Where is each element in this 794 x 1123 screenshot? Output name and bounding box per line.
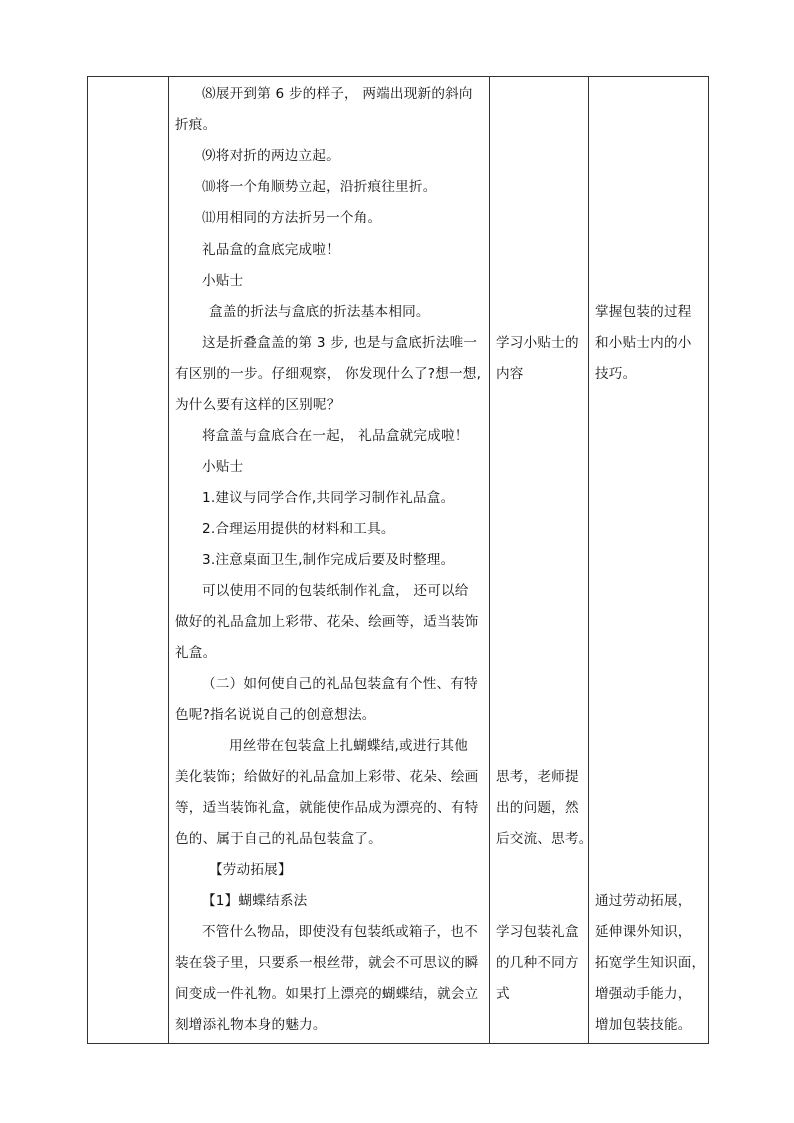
design-intent-cell bbox=[589, 77, 709, 1044]
text-line: 不管什么物品，即使没有包装纸或箱子，也不 bbox=[202, 924, 478, 940]
intent-text-line: 和小贴士内的小 bbox=[595, 335, 692, 351]
teaching-process-cell bbox=[169, 77, 490, 1044]
text-line: 折痕。 bbox=[175, 117, 217, 133]
tip-heading: 小贴士 bbox=[202, 459, 244, 475]
text-line: ⑻展开到第 6 步的样子， 两端出现新的斜向 bbox=[202, 86, 473, 102]
tip-heading: 小贴士 bbox=[202, 273, 244, 289]
student-text-line: 后交流、思考。 bbox=[496, 831, 593, 847]
text-line: 等，适当装饰礼盒，就能使作品成为漂亮的、有特 bbox=[175, 800, 479, 816]
text-line: 用丝带在包装盒上扎蝴蝶结,或进行其他 bbox=[229, 738, 469, 754]
text-line: ⑾用相同的方法折另一个角。 bbox=[202, 210, 382, 226]
student-text-line: 学习包装礼盒 bbox=[496, 924, 579, 940]
section-heading: 【劳动拓展】 bbox=[209, 862, 292, 878]
text-line: 有区别的一步。仔细观察， 你发现什么了?想一想, bbox=[175, 366, 482, 382]
intent-text-line: 技巧。 bbox=[595, 366, 637, 382]
tip-item: 1.建议与同学合作,共同学习制作礼品盒。 bbox=[202, 490, 455, 506]
intent-text-line: 拓宽学生知识面， bbox=[595, 955, 706, 971]
section-heading: （二）如何使自己的礼品包装盒有个性、有特 bbox=[202, 676, 478, 692]
text-line: 盒盖的折法与盒底的折法基本相同。 bbox=[209, 304, 430, 320]
text-line: 可以使用不同的包装纸制作礼盒， 还可以给 bbox=[202, 583, 469, 599]
text-line: 装在袋子里，只要系一根丝带，就会不可思议的瞬 bbox=[175, 955, 479, 971]
text-line: ⑽将一个角顺势立起，沿折痕往里折。 bbox=[202, 179, 437, 195]
intent-text-line: 通过劳动拓展， bbox=[595, 893, 692, 909]
student-text-line: 的几种不同方 bbox=[496, 955, 579, 971]
lesson-table bbox=[87, 76, 709, 1044]
intent-text-line: 增强动手能力， bbox=[595, 986, 692, 1002]
text-line: 色的、属于自己的礼品包装盒了。 bbox=[175, 831, 382, 847]
intent-text-line: 增加包装技能。 bbox=[595, 1017, 692, 1033]
subsection-heading: 【1】蝴蝶结系法 bbox=[202, 893, 308, 909]
text-line: 将盒盖与盒底合在一起， 礼品盒就完成啦！ bbox=[202, 428, 469, 444]
text-line: 间变成一件礼物。如果打上漂亮的蝴蝶结，就会立 bbox=[175, 986, 479, 1002]
intent-text-line: 掌握包装的过程 bbox=[595, 304, 692, 320]
student-text-line: 出的问题，然 bbox=[496, 800, 579, 816]
text-line: 美化装饰；给做好的礼品盒加上彩带、花朵、绘画 bbox=[175, 769, 479, 785]
text-line: 色呢?指名说说自己的创意想法。 bbox=[175, 707, 376, 723]
intent-text-line: 延伸课外知识， bbox=[595, 924, 692, 940]
tip-item: 2.合理运用提供的材料和工具。 bbox=[202, 521, 395, 537]
text-line: ⑼将对折的两边立起。 bbox=[202, 148, 340, 164]
student-text-line: 内容 bbox=[496, 366, 524, 382]
student-text-line: 思考，老师提 bbox=[496, 769, 579, 785]
text-line: 礼盒。 bbox=[175, 645, 217, 661]
text-line: 这是折叠盒盖的第 3 步, 也是与盒底折法唯一 bbox=[202, 335, 478, 351]
student-text-line: 式 bbox=[496, 986, 510, 1002]
text-line: 为什么要有这样的区别呢？ bbox=[175, 397, 341, 413]
text-line: 做好的礼品盒加上彩带、花朵、绘画等，适当装饰 bbox=[175, 614, 479, 630]
tip-item: 3.注意桌面卫生,制作完成后要及时整理。 bbox=[202, 552, 455, 568]
text-line: 刻增添礼物本身的魅力。 bbox=[175, 1017, 327, 1033]
student-activity-cell bbox=[490, 77, 593, 1044]
empty-column-cell bbox=[88, 77, 169, 1044]
student-text-line: 学习小贴士的 bbox=[496, 335, 579, 351]
table-row bbox=[88, 77, 709, 1044]
text-line: 礼品盒的盒底完成啦！ bbox=[202, 242, 340, 258]
